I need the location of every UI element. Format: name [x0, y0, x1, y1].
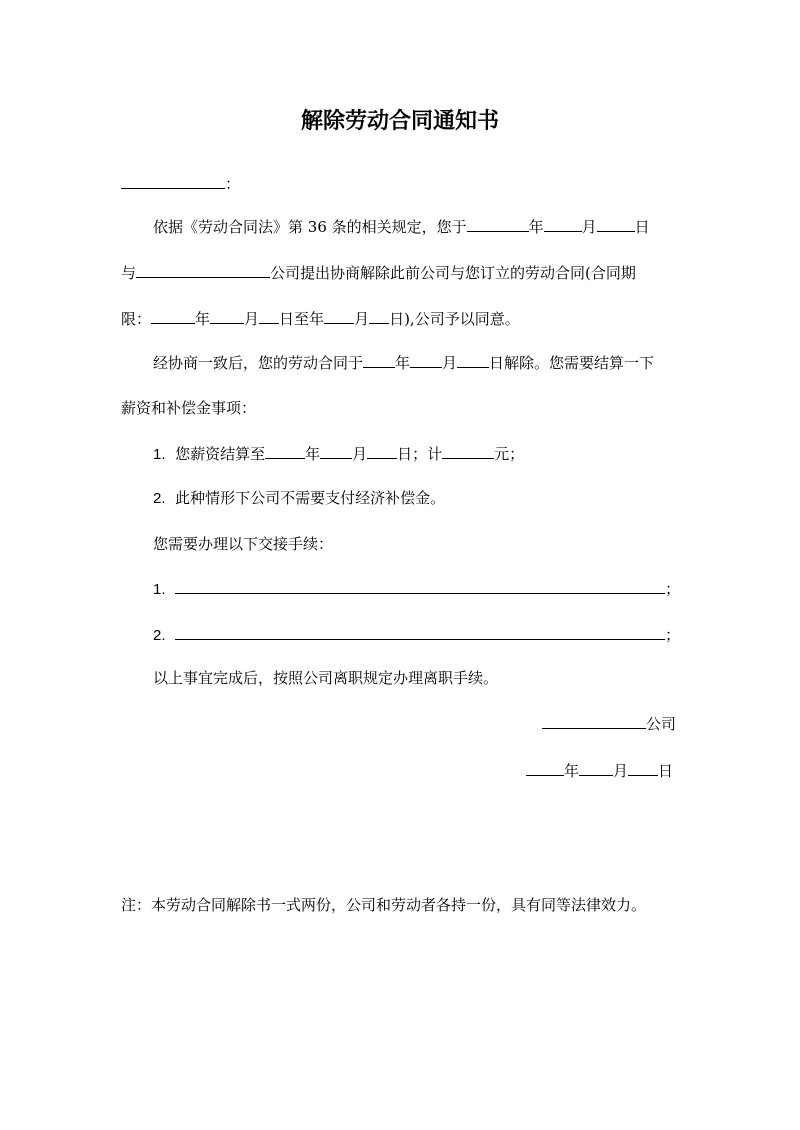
addressee-colon: ： [225, 175, 241, 193]
text: 年 [564, 762, 580, 780]
para1-line1 [153, 216, 650, 237]
blank-start-year[interactable] [151, 308, 195, 324]
item-number: 1. [153, 581, 166, 598]
para1-line3 [121, 308, 520, 329]
handover-intro: 您需要办理以下交接手续： [153, 535, 334, 553]
blank-day[interactable] [597, 216, 635, 232]
item-number: 1. [153, 446, 166, 463]
text: 与 [121, 264, 137, 282]
handover-blank-2[interactable] [175, 624, 665, 640]
text: ； [665, 626, 681, 644]
blank-amount[interactable] [442, 443, 494, 459]
para1-line2 [121, 262, 636, 283]
para2-line1 [153, 352, 654, 373]
text: 公司提出协商解除此前公司与您订立的劳动合同(合同期 [270, 264, 636, 282]
text: 月 [244, 310, 260, 328]
text: 年 [305, 445, 321, 463]
text: 依据《劳动合同法》第 36 条的相关规定，您于 [153, 218, 467, 236]
text: 日 [634, 218, 650, 236]
text: 日解除。您需要结算一下 [489, 354, 655, 372]
signature-company [542, 713, 676, 734]
blank-year[interactable] [467, 216, 529, 232]
item-1 [153, 443, 524, 465]
text: 日；计 [397, 445, 443, 463]
handover-blank-1[interactable] [175, 578, 665, 594]
text: 限： [121, 310, 152, 328]
text: 年 [395, 354, 411, 372]
text: 年 [195, 310, 211, 328]
text: 月 [613, 762, 629, 780]
blank-sign-month[interactable] [579, 760, 613, 776]
text: 月 [352, 445, 368, 463]
blank-end-year[interactable] [363, 352, 395, 368]
text: 您薪资结算至 [175, 445, 266, 463]
addressee-blank[interactable] [121, 173, 225, 189]
blank-month[interactable] [544, 216, 582, 232]
blank-salary-day[interactable] [367, 443, 397, 459]
addressee-line [121, 173, 240, 194]
text: 日 [658, 762, 674, 780]
text: ； [665, 580, 681, 598]
blank-start-day[interactable] [259, 308, 279, 324]
text: 此种情形下公司不需要支付经济补偿金。 [175, 489, 446, 507]
blank-sign-day[interactable] [628, 760, 658, 776]
text: 月 [581, 218, 597, 236]
blank-start-month[interactable] [210, 308, 244, 324]
blank-end-month[interactable] [410, 352, 442, 368]
text: 公司 [646, 715, 677, 733]
blank-salary-month[interactable] [320, 443, 352, 459]
blank-end-day[interactable] [369, 308, 389, 324]
blank-end-year[interactable] [324, 308, 354, 324]
blank-sign-year[interactable] [526, 760, 564, 776]
para2-line2: 薪资和补偿金事项： [121, 399, 257, 417]
document-title: 解除劳动合同通知书 [300, 109, 499, 134]
item-2 [153, 488, 445, 509]
handover-item-1 [153, 578, 680, 600]
text: 经协商一致后，您的劳动合同于 [153, 354, 364, 372]
text: 日),公司予以同意。 [389, 310, 520, 328]
item-number: 2. [153, 627, 166, 644]
text: 月 [354, 310, 370, 328]
closing-text: 以上事宜完成后，按照公司离职规定办理离职手续。 [153, 669, 499, 687]
text: 元； [494, 445, 525, 463]
blank-salary-year[interactable] [265, 443, 305, 459]
blank-name[interactable] [136, 262, 270, 278]
company-blank[interactable] [542, 713, 646, 729]
text: 日至年 [279, 310, 325, 328]
footnote: 注：本劳动合同解除书一式两份，公司和劳动者各持一份，具有同等法律效力。 [121, 896, 647, 914]
text: 年 [528, 218, 544, 236]
handover-item-2 [153, 624, 680, 646]
text: 月 [442, 354, 458, 372]
item-number: 2. [153, 490, 166, 507]
signature-date [526, 760, 673, 781]
blank-end-day[interactable] [457, 352, 489, 368]
